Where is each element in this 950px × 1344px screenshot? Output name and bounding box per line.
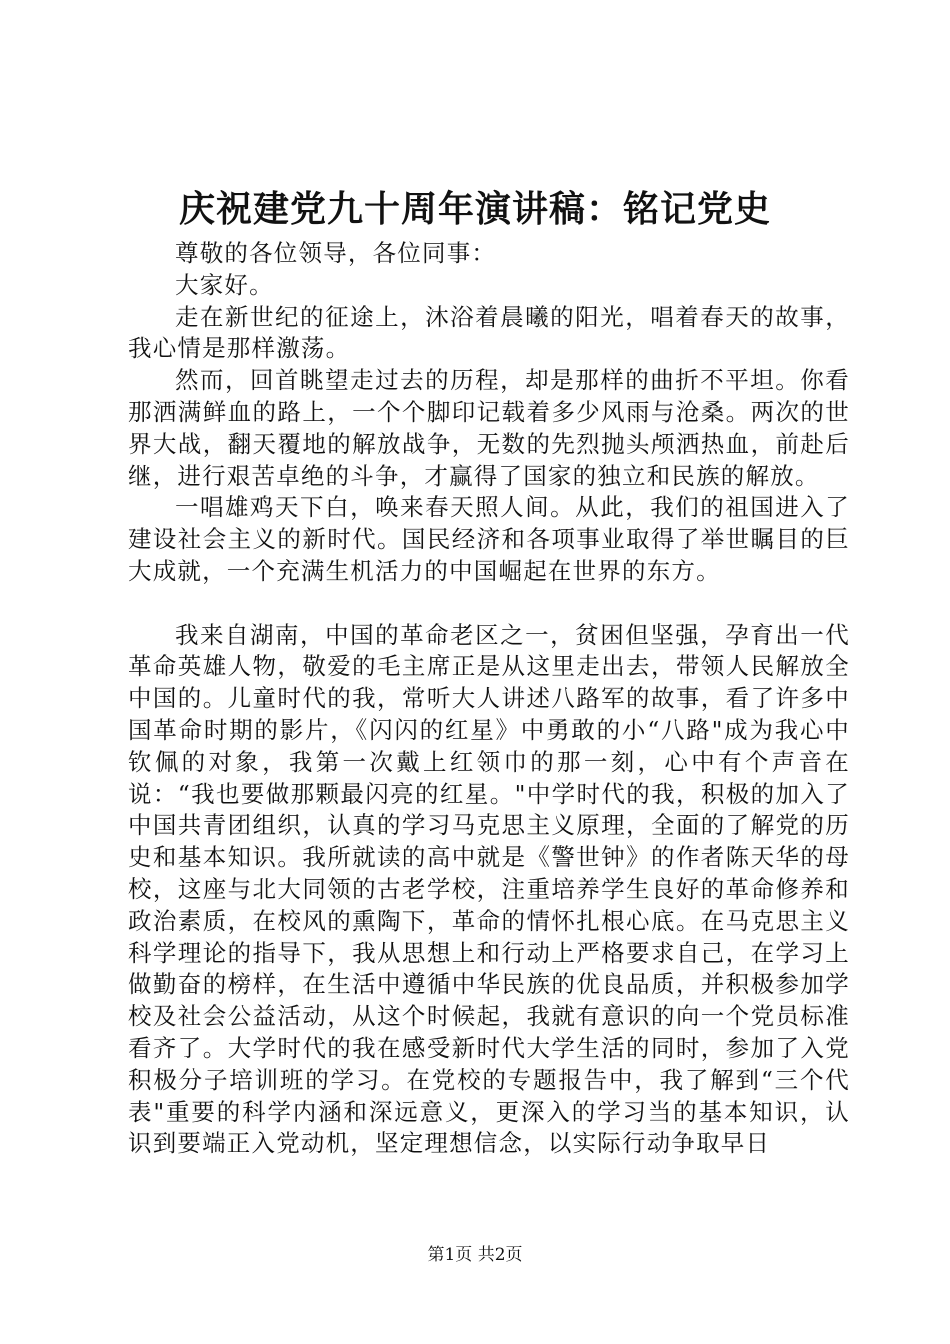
body-paragraph: 走在新世纪的征途上，沐浴着晨曦的阳光，唱着春天的故事，我心情是那样激荡。 xyxy=(128,302,850,363)
body-paragraph: 我来自湖南，中国的革命老区之一，贫困但坚强，孕育出一代革命英雄人物，敬爱的毛主席正是从这里走出去，带领人民解放全中国的。儿童时代的我，常听大人讲述八路军的故事，看了许多中国革命时期的影片，《闪闪的红星》中勇敢的小“八路"成为我心中钦佩的对象，我第一次戴上红领巾的那一刻，心中有个声音在说：“我也要做那颗最闪亮的红星。"中学时代的我，积极的加入了中国共青团组织，认真的学习马克思主义原理，全面的了解党的历史和基本知识。我所就读的高中就是《警世钟》的作者陈天华的母校，这座与北大同领的古老学校，注重培养学生良好的革命修养和政治素质，在校风的熏陶下，革命的情怀扎根心底。在马克思主义科学理论的指导下，我从思想上和行动上严格要求自己，在学习上做勤奋的榜样，在生活中遵循中华民族的优良品质，并积极参加学校及社会公益活动，从这个时候起，我就有意识的向一个党员标准看齐了。大学时代的我在感受新时代大学生活的同时，参加了入党积极分子培训班的学习。在党校的专题报告中，我了解到“三个代表"重要的科学内涵和深远意义，更深入的学习当的基本知识，认识到要端正入党动机，坚定理想信念，以实际行动争取早日 xyxy=(128,620,850,1158)
body-paragraph: 一唱雄鸡天下白，唤来春天照人间。从此，我们的祖国进入了建设社会主义的新时代。国民经济和各项事业取得了举世瞩目的巨大成就，一个充满生机活力的中国崛起在世界的东方。 xyxy=(128,493,850,585)
page-footer: 第1页 共2页 xyxy=(427,1245,523,1265)
document-title: 庆祝建党九十周年演讲稿：铭记党史 xyxy=(178,188,771,230)
document-body xyxy=(128,238,850,1160)
salutation-paragraph: 尊敬的各位领导，各位同事： xyxy=(175,239,497,267)
greeting-paragraph: 大家好。 xyxy=(175,270,274,299)
body-paragraph: 然而，回首眺望走过去的历程，却是那样的曲折不平坦。你看那洒满鲜血的路上，一个个脚印记载着多少风雨与沧桑。两次的世界大战，翻天覆地的解放战争，无数的先烈抛头颅洒热血，前赴后继，进行艰苦卓绝的斗争，才赢得了国家的独立和民族的解放。 xyxy=(128,366,850,490)
